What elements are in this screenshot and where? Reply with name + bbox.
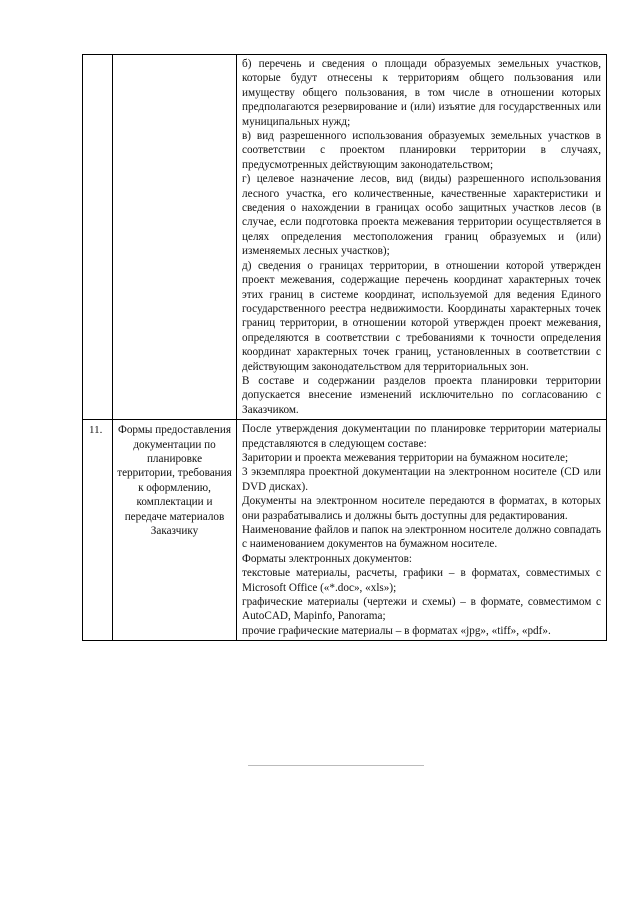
table-row [83, 420, 607, 641]
row-content [237, 420, 607, 641]
paragraph: 3 экземпляра проектной документации на электронном носителе (CD или DVD дисках). [242, 466, 601, 493]
paragraph: г) целевое назначение лесов, вид (виды) разрешенного использования лесного участка, его количественные, качественные характеристики и сведения о нахождении в границах особо защитных участков лесов (в случае, если подготовка проекта межевания территории осуществляется в целях определения местоположения границ образуемых и (или) изменяемых лесных участков); [242, 173, 601, 258]
paragraph: Форматы электронных документов: [242, 552, 413, 565]
paragraph: После утверждения документации по планировке территории материалы представляются в следующем составе: [242, 423, 601, 450]
row-number: 11. [83, 420, 113, 641]
row-title [113, 55, 237, 420]
footer-divider [248, 765, 424, 766]
paragraph: Наименование файлов и папок на электронном носителе должно совпадать с наименованием документов на бумажном носителе. [242, 524, 601, 551]
table-row [83, 55, 607, 420]
paragraph: в) вид разрешенного использования образуемых земельных участков в соответствии с проектом планировки территории в случаях, предусмотренных действующим законодательством; [242, 130, 601, 171]
row-title: Формы предоставления документации по планировке территории, требования к оформлению, комплектации и передаче материалов Заказчику [113, 420, 237, 641]
paragraph: В составе и содержании разделов проекта планировки территории допускается внесение изменений исключительно по согласованию с Заказчиком. [242, 374, 601, 416]
paragraph: графические материалы (чертежи и схемы) – в формате, совместимом с AutoCAD, Mapinfo, Panorama; [242, 596, 601, 623]
paragraph: б) перечень и сведения о площади образуемых земельных участков, которые будут отнесены к территориям общего пользования или имуществу общего пользования, в том числе в отношении которых предполагаются резервирование и (или) изъятие для государственных или муниципальных нужд; [242, 58, 601, 128]
paragraph: Документы на электронном носителе передаются в форматах, в которых они разрабатывались и должны быть доступны для редактирования. [242, 495, 601, 522]
paragraph: д) сведения о границах территории, в отношении которой утвержден проект межевания, содержащие перечень координат характерных точек этих границ в системе координат, используемой для ведения Единого государственного реестра недвижимости. Координаты характерных точек границ территории, в отношении которой утвержден проект межевания, определяются в соответствии с требованиями к точности определения координат характерных точек границ, установленных в соответствии с действующим законодательством для территориальных зон. [242, 259, 601, 373]
paragraph: текстовые материалы, расчеты, графики – в форматах, совместимых с Microsoft Office («*.doc», «xls»); [242, 567, 601, 594]
row-content [237, 55, 607, 420]
requirements-table [82, 54, 607, 641]
row-number [83, 55, 113, 420]
paragraph: Заритории и проекта межевания территории на бумажном носителе; [242, 451, 569, 464]
paragraph: прочие графические материалы – в форматах «jpg», «tiff», «pdf». [242, 624, 551, 637]
